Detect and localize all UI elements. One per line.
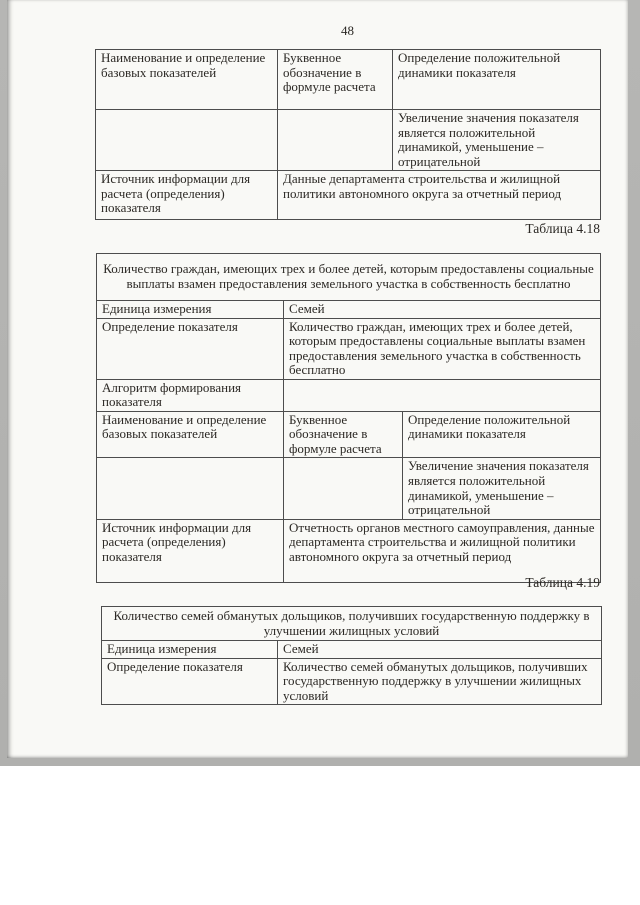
unit-value-cell: Семей — [278, 641, 602, 659]
table-row — [96, 171, 601, 220]
dynamics-definition-cell: Увеличение значения показателя является положительной динамикой, уменьшение – отрицательной — [393, 110, 601, 171]
table-row — [97, 254, 601, 301]
positive-dynamics-header-cell: Определение положительной динамики показателя — [393, 50, 601, 110]
unit-value-cell: Семей — [284, 301, 601, 319]
algorithm-value-cell — [284, 379, 601, 411]
table-418-caption: Таблица 4.18 — [525, 221, 600, 236]
base-indicators-header-cell: Наименование и определение базовых показателей — [96, 50, 278, 110]
letter-designation-header-cell: Буквенное обозначение в формуле расчета — [284, 411, 403, 458]
table-4-18 — [96, 253, 601, 583]
table-419-caption: Таблица 4.19 — [525, 575, 600, 590]
source-label-cell: Источник информации для расчета (определения) показателя — [97, 519, 284, 582]
source-value-cell: Отчетность органов местного самоуправления, данные департамента строительства и жилищной политики автономного округа за отчетный период — [284, 519, 601, 582]
unit-label-cell: Единица измерения — [97, 301, 284, 319]
table-title-cell: Количество семей обманутых дольщиков, получивших государственную поддержку в улучшении жилищных условий — [102, 607, 602, 641]
table-row — [102, 658, 602, 705]
definition-label-cell: Определение показателя — [102, 658, 278, 705]
empty-cell — [96, 110, 278, 171]
table-row — [102, 607, 602, 641]
table-row — [97, 301, 601, 319]
indicator-table-continued — [95, 49, 601, 220]
definition-value-cell: Количество семей обманутых дольщиков, получивших государственную поддержку в улучшении жилищных условий — [278, 658, 602, 705]
document-page — [7, 0, 628, 758]
table-row — [97, 411, 601, 458]
table-row — [96, 110, 601, 171]
base-indicators-header-cell: Наименование и определение базовых показателей — [97, 411, 284, 458]
table-title-cell: Количество граждан, имеющих трех и более детей, которым предоставлены социальные выплаты взамен предоставления земельного участка в собственность бесплатно — [97, 254, 601, 301]
letter-designation-header-cell: Буквенное обозначение в формуле расчета — [278, 50, 393, 110]
positive-dynamics-header-cell: Определение положительной динамики показателя — [403, 411, 601, 458]
unit-label-cell: Единица измерения — [102, 641, 278, 659]
table-row — [102, 641, 602, 659]
empty-cell — [284, 458, 403, 519]
empty-cell — [97, 458, 284, 519]
table-4-19 — [101, 606, 602, 705]
empty-cell — [278, 110, 393, 171]
algorithm-label-cell: Алгоритм формирования показателя — [97, 379, 284, 411]
table-row — [97, 318, 601, 379]
source-label-cell: Источник информации для расчета (определения) показателя — [96, 171, 278, 220]
dynamics-definition-cell: Увеличение значения показателя является положительной динамикой, уменьшение – отрицательной — [403, 458, 601, 519]
definition-label-cell: Определение показателя — [97, 318, 284, 379]
source-value-cell: Данные департамента строительства и жилищной политики автономного округа за отчетный период — [278, 171, 601, 220]
blank-margin — [0, 766, 640, 905]
definition-value-cell: Количество граждан, имеющих трех и более детей, которым предоставлены социальные выплаты взамен предоставления земельного участка в собственность бесплатно — [284, 318, 601, 379]
table-row — [97, 519, 601, 582]
table-row — [97, 458, 601, 519]
page-number: 48 — [341, 23, 354, 38]
table-row — [96, 50, 601, 110]
table-row — [97, 379, 601, 411]
